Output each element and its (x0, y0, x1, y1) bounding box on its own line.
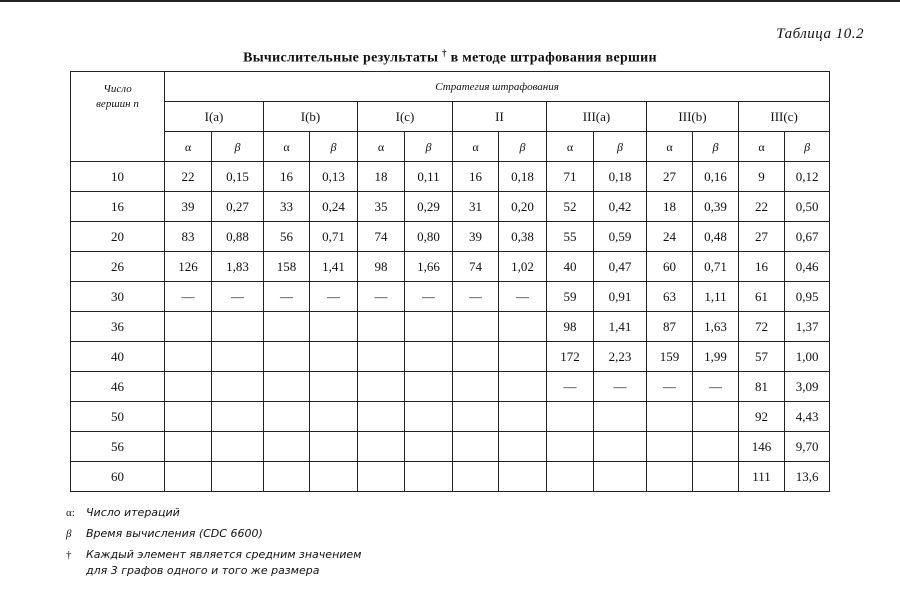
table-row (71, 342, 830, 372)
beta-value-cell: 1,00 (785, 342, 830, 372)
beta-value-cell (405, 462, 453, 492)
alpha-value-cell: 87 (647, 312, 693, 342)
beta-value-cell: 1,41 (594, 312, 647, 342)
table-row (71, 162, 830, 192)
alpha-value-cell: 126 (165, 252, 212, 282)
beta-value-cell (212, 432, 264, 462)
table-number-label: Таблица 10.2 (776, 26, 864, 42)
beta-value-cell: 0,18 (499, 162, 547, 192)
vertex-count-cell: 36 (71, 312, 165, 342)
vertex-count-cell: 50 (71, 402, 165, 432)
beta-value-cell: 1,11 (693, 282, 739, 312)
beta-value-cell: 0,27 (212, 192, 264, 222)
footnote-alpha (66, 505, 361, 521)
alpha-value-cell (453, 402, 499, 432)
footnote-text: Каждый элемент является средним значением (86, 548, 362, 561)
alpha-value-cell: 111 (739, 462, 785, 492)
beta-value-cell: 0,67 (785, 222, 830, 252)
beta-value-cell: 0,24 (310, 192, 358, 222)
beta-value-cell (310, 372, 358, 402)
alpha-value-cell: 172 (547, 342, 594, 372)
beta-column-header: β (785, 132, 830, 162)
alpha-value-cell (358, 402, 405, 432)
alpha-value-cell: 39 (165, 192, 212, 222)
beta-value-cell: — (310, 282, 358, 312)
alpha-value-cell (264, 342, 310, 372)
alpha-value-cell: 24 (647, 222, 693, 252)
beta-value-cell: 0,18 (594, 162, 647, 192)
table-row (71, 222, 830, 252)
corner-header-line1: Число (103, 83, 132, 95)
alpha-value-cell: 40 (547, 252, 594, 282)
beta-column-header: β (310, 132, 358, 162)
alpha-column-header: α (165, 132, 212, 162)
table-row (71, 372, 830, 402)
alpha-value-cell: 18 (647, 192, 693, 222)
alpha-value-cell: 98 (358, 252, 405, 282)
alpha-value-cell (647, 432, 693, 462)
vertex-count-header (71, 72, 165, 162)
footnotes (66, 505, 361, 583)
alpha-column-header: α (647, 132, 693, 162)
alpha-value-cell (453, 432, 499, 462)
vertex-count-cell: 20 (71, 222, 165, 252)
beta-value-cell: 0,39 (693, 192, 739, 222)
table-title (0, 48, 900, 67)
alpha-value-cell: 74 (453, 252, 499, 282)
alpha-value-cell: 52 (547, 192, 594, 222)
alpha-value-cell: 9 (739, 162, 785, 192)
alpha-value-cell (264, 312, 310, 342)
beta-value-cell: 0,48 (693, 222, 739, 252)
beta-value-cell: 0,71 (693, 252, 739, 282)
alpha-column-header: α (264, 132, 310, 162)
beta-value-cell: 0,12 (785, 162, 830, 192)
beta-value-cell: 0,91 (594, 282, 647, 312)
alpha-value-cell (264, 432, 310, 462)
top-rule (0, 0, 900, 2)
strategy-group-header: I(c) (358, 102, 453, 132)
beta-value-cell: 0,47 (594, 252, 647, 282)
beta-value-cell: 0,50 (785, 192, 830, 222)
vertex-count-cell: 40 (71, 342, 165, 372)
alpha-value-cell: 16 (264, 162, 310, 192)
beta-column-header: β (405, 132, 453, 162)
alpha-value-cell: 92 (739, 402, 785, 432)
alpha-value-cell: 33 (264, 192, 310, 222)
alpha-value-cell (165, 402, 212, 432)
alpha-value-cell: 16 (453, 162, 499, 192)
strategy-group-header: III(c) (739, 102, 830, 132)
alpha-value-cell: 61 (739, 282, 785, 312)
alpha-value-cell: 39 (453, 222, 499, 252)
beta-value-cell: 0,20 (499, 192, 547, 222)
beta-value-cell (499, 342, 547, 372)
footnote-text: Время вычисления (CDC 6600) (86, 527, 263, 540)
beta-value-cell: — (405, 282, 453, 312)
strategy-group-header: III(a) (547, 102, 647, 132)
alpha-value-cell (165, 462, 212, 492)
beta-value-cell (693, 402, 739, 432)
alpha-value-cell: 60 (647, 252, 693, 282)
footnote-dagger (66, 547, 361, 578)
beta-value-cell (405, 432, 453, 462)
beta-column-header: β (499, 132, 547, 162)
beta-value-cell: 1,66 (405, 252, 453, 282)
alpha-value-cell: — (165, 282, 212, 312)
alpha-value-cell (165, 372, 212, 402)
footnote-mark: † (66, 549, 72, 561)
beta-value-cell (594, 402, 647, 432)
beta-value-cell (212, 372, 264, 402)
alpha-value-cell: 83 (165, 222, 212, 252)
table-row (71, 312, 830, 342)
alpha-value-cell (264, 462, 310, 492)
vertex-count-cell: 60 (71, 462, 165, 492)
beta-value-cell: 0,13 (310, 162, 358, 192)
beta-value-cell: 1,41 (310, 252, 358, 282)
table-row (71, 462, 830, 492)
alpha-value-cell: 16 (739, 252, 785, 282)
beta-value-cell: 1,83 (212, 252, 264, 282)
beta-value-cell (212, 312, 264, 342)
vertex-count-cell: 16 (71, 192, 165, 222)
alpha-value-cell (453, 462, 499, 492)
alpha-value-cell (647, 402, 693, 432)
beta-value-cell: 1,63 (693, 312, 739, 342)
beta-value-cell: 0,88 (212, 222, 264, 252)
beta-value-cell: 0,38 (499, 222, 547, 252)
vertex-count-cell: 46 (71, 372, 165, 402)
alpha-value-cell: — (264, 282, 310, 312)
beta-value-cell: 0,59 (594, 222, 647, 252)
alpha-value-cell: — (358, 282, 405, 312)
alpha-value-cell (358, 312, 405, 342)
beta-value-cell: 1,99 (693, 342, 739, 372)
alpha-value-cell (165, 312, 212, 342)
beta-value-cell: 0,42 (594, 192, 647, 222)
strategy-header: Стратегия штрафования (165, 72, 830, 102)
alpha-value-cell: 98 (547, 312, 594, 342)
alpha-value-cell: 31 (453, 192, 499, 222)
strategy-group-header: I(a) (165, 102, 264, 132)
alpha-value-cell: 18 (358, 162, 405, 192)
beta-value-cell: — (499, 282, 547, 312)
alpha-column-header: α (739, 132, 785, 162)
alpha-value-cell: 55 (547, 222, 594, 252)
beta-value-cell (594, 462, 647, 492)
beta-value-cell (212, 402, 264, 432)
vertex-count-cell: 56 (71, 432, 165, 462)
alpha-value-cell (358, 342, 405, 372)
alpha-value-cell: — (453, 282, 499, 312)
beta-value-cell: 1,37 (785, 312, 830, 342)
alpha-value-cell: — (547, 372, 594, 402)
results-table (70, 71, 830, 492)
beta-value-cell (499, 432, 547, 462)
alpha-value-cell: 22 (739, 192, 785, 222)
title-dagger-mark: † (442, 48, 447, 58)
alpha-value-cell (264, 402, 310, 432)
alpha-value-cell (264, 372, 310, 402)
alpha-value-cell: 159 (647, 342, 693, 372)
beta-value-cell (405, 372, 453, 402)
alpha-value-cell: 71 (547, 162, 594, 192)
alpha-value-cell: 27 (739, 222, 785, 252)
title-text: Вычислительные результаты (243, 50, 439, 66)
alpha-value-cell: 74 (358, 222, 405, 252)
beta-value-cell (594, 432, 647, 462)
beta-value-cell: 0,11 (405, 162, 453, 192)
alpha-column-header: α (358, 132, 405, 162)
alpha-column-header: α (453, 132, 499, 162)
beta-value-cell: — (594, 372, 647, 402)
beta-value-cell (212, 342, 264, 372)
strategy-group-header: III(b) (647, 102, 739, 132)
beta-value-cell: 0,71 (310, 222, 358, 252)
beta-column-header: β (594, 132, 647, 162)
vertex-count-cell: 30 (71, 282, 165, 312)
vertex-count-cell: 10 (71, 162, 165, 192)
beta-value-cell (405, 312, 453, 342)
beta-value-cell: — (212, 282, 264, 312)
alpha-value-cell: 146 (739, 432, 785, 462)
beta-value-cell: 3,09 (785, 372, 830, 402)
beta-value-cell (693, 462, 739, 492)
alpha-value-cell: 81 (739, 372, 785, 402)
beta-value-cell (499, 402, 547, 432)
beta-value-cell (499, 312, 547, 342)
beta-value-cell (212, 462, 264, 492)
vertex-count-cell: 26 (71, 252, 165, 282)
alpha-value-cell (547, 432, 594, 462)
strategy-group-header: I(b) (264, 102, 358, 132)
alpha-value-cell: 35 (358, 192, 405, 222)
alpha-value-cell (165, 432, 212, 462)
beta-value-cell: 2,23 (594, 342, 647, 372)
beta-value-cell: 0,29 (405, 192, 453, 222)
beta-column-header: β (212, 132, 264, 162)
beta-value-cell: 9,70 (785, 432, 830, 462)
beta-value-cell (499, 462, 547, 492)
footnote-mark: β (66, 528, 72, 540)
beta-column-header: β (693, 132, 739, 162)
beta-value-cell: — (693, 372, 739, 402)
beta-value-cell: 13,6 (785, 462, 830, 492)
beta-value-cell: 0,16 (693, 162, 739, 192)
beta-value-cell: 0,46 (785, 252, 830, 282)
beta-value-cell (693, 432, 739, 462)
table-row (71, 252, 830, 282)
beta-value-cell (499, 372, 547, 402)
beta-value-cell (310, 402, 358, 432)
beta-value-cell: 0,80 (405, 222, 453, 252)
beta-value-cell (310, 432, 358, 462)
strategy-group-header: II (453, 102, 547, 132)
beta-value-cell: 0,95 (785, 282, 830, 312)
alpha-value-cell (453, 312, 499, 342)
table-row (71, 282, 830, 312)
alpha-value-cell (358, 462, 405, 492)
beta-value-cell (310, 312, 358, 342)
footnote-beta (66, 526, 361, 542)
footnote-text: Число итераций (86, 506, 180, 519)
footnote-mark: α: (66, 507, 75, 519)
alpha-column-header: α (547, 132, 594, 162)
title-text-rest: в методе штрафования вершин (450, 50, 657, 66)
beta-value-cell: 1,02 (499, 252, 547, 282)
alpha-value-cell (647, 462, 693, 492)
alpha-value-cell: 27 (647, 162, 693, 192)
alpha-value-cell: 22 (165, 162, 212, 192)
beta-value-cell: 0,15 (212, 162, 264, 192)
alpha-value-cell (358, 372, 405, 402)
alpha-value-cell (453, 372, 499, 402)
alpha-value-cell: 56 (264, 222, 310, 252)
alpha-value-cell (547, 402, 594, 432)
table-row (71, 192, 830, 222)
beta-value-cell (405, 342, 453, 372)
alpha-value-cell: 59 (547, 282, 594, 312)
beta-value-cell (405, 402, 453, 432)
alpha-value-cell (358, 432, 405, 462)
alpha-value-cell: 158 (264, 252, 310, 282)
footnote-text-continued: для 3 графов одного и того же размера (86, 564, 320, 577)
corner-header-line2: вершин n (96, 98, 139, 110)
beta-value-cell (310, 462, 358, 492)
alpha-value-cell: — (647, 372, 693, 402)
beta-value-cell (310, 342, 358, 372)
alpha-value-cell: 57 (739, 342, 785, 372)
table-row (71, 432, 830, 462)
alpha-value-cell (165, 342, 212, 372)
beta-value-cell: 4,43 (785, 402, 830, 432)
table-row (71, 402, 830, 432)
alpha-value-cell (547, 462, 594, 492)
alpha-value-cell: 63 (647, 282, 693, 312)
alpha-value-cell: 72 (739, 312, 785, 342)
alpha-value-cell (453, 342, 499, 372)
